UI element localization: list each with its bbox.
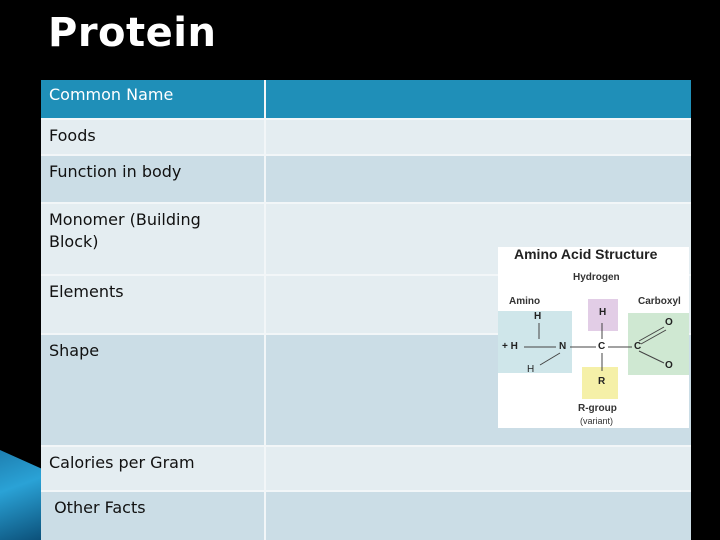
row-label: Other Facts	[49, 498, 146, 517]
decorative-corner-accent	[0, 450, 44, 540]
row-label-cell	[41, 335, 264, 445]
row-label-cell	[41, 447, 264, 490]
plus-h-atom: + H	[502, 341, 518, 352]
row-value-cell[interactable]	[266, 492, 691, 540]
r-atom: R	[598, 376, 606, 387]
table-row	[41, 156, 691, 202]
figure-title: Amino Acid Structure	[514, 246, 658, 262]
row-value-cell[interactable]	[266, 120, 691, 154]
bond-lines	[498, 247, 689, 428]
table-row	[41, 447, 691, 490]
bottom-h-atom: H	[527, 364, 535, 375]
table-row	[41, 80, 691, 118]
table-row	[41, 120, 691, 154]
row-label: Shape	[49, 341, 100, 360]
row-label-cell	[41, 492, 264, 540]
rgroup-label: R-group	[578, 403, 617, 414]
hydrogen-label: Hydrogen	[573, 272, 620, 283]
row-label-cell	[41, 80, 264, 118]
row-label-cell	[41, 156, 264, 202]
slide-title: Protein	[48, 10, 217, 56]
row-label: Common Name	[49, 85, 174, 104]
top-o-atom: O	[665, 317, 673, 328]
bottom-o-atom: O	[665, 360, 673, 371]
variant-label: (variant)	[580, 416, 614, 426]
row-value-cell[interactable]	[266, 156, 691, 202]
n-atom: N	[559, 341, 567, 352]
table-row	[41, 492, 691, 540]
amino-acid-structure-figure	[498, 247, 689, 428]
row-value-cell[interactable]	[266, 80, 691, 118]
row-label: Elements	[49, 282, 124, 301]
amino-label: Amino	[509, 296, 541, 307]
row-label: Function in body	[49, 162, 182, 181]
row-label-cell	[41, 204, 264, 274]
carboxyl-c-atom: C	[634, 341, 642, 352]
top-h-atom: H	[599, 307, 607, 318]
row-label: Monomer (Building Block)	[49, 210, 201, 251]
row-label-cell	[41, 276, 264, 333]
center-c-atom: C	[598, 341, 606, 352]
amino-h-atom: H	[534, 311, 542, 322]
row-value-cell[interactable]	[266, 447, 691, 490]
row-label-cell	[41, 120, 264, 154]
row-label: Foods	[49, 126, 96, 145]
carboxyl-label: Carboxyl	[638, 296, 681, 307]
row-label: Calories per Gram	[49, 453, 195, 472]
